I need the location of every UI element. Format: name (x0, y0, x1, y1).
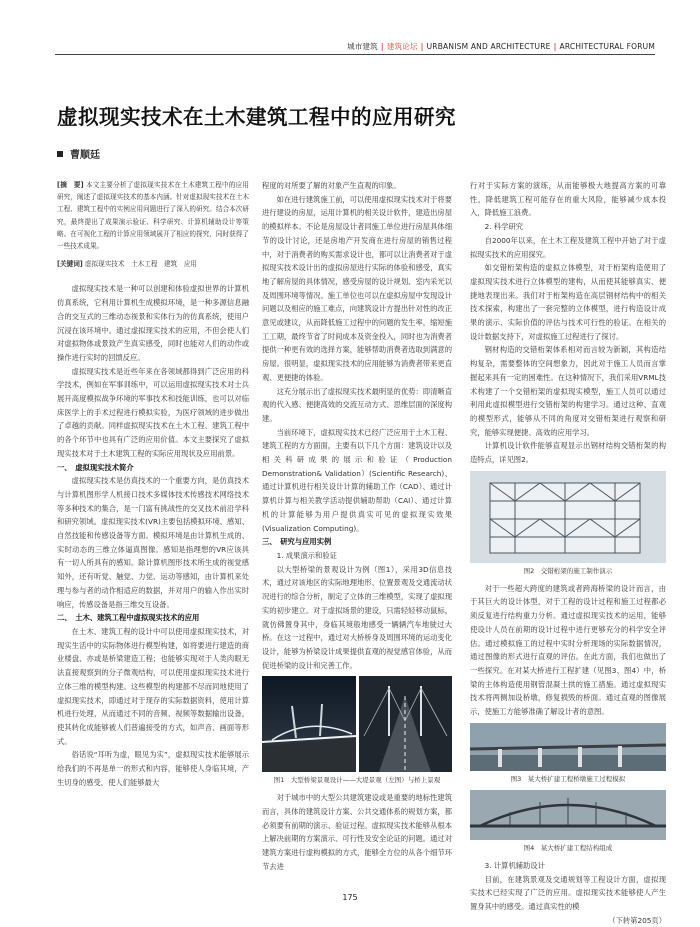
header-separator: | (420, 42, 424, 51)
header-separator: | (553, 42, 557, 51)
bridge-night-view-image (262, 676, 356, 772)
paragraph: 计算机设计软件能够直观显示出钢材结构交错桁架的构造特点，详见图2。 (470, 441, 666, 465)
bridge-deck-view-image (359, 676, 452, 772)
paragraph: 以大型桥梁的景观设计为例（图1），采用3D信息技术，通过对该地区的实际地理地形、位置景观及交通流动状况进行的综合分析，制定了立体的三维模型，实现了虚拟现实的初步建立。对于虚拟场景的建设，只需轻轻移动鼠标，就仿佛置身其中，身临其境般地感受一辆辆汽车地驶过大桥。在这一过程中，通过对大桥桥身及周围环境的运动变化设计，能够为桥梁设计成果提供直观的视觉感官体验，从而促进桥梁的设计和完善工作。 (262, 564, 452, 670)
spacer (57, 270, 249, 282)
figure-1-caption: 图1 大型桥梁景观设计——大堤景观（左图）与桥上景观 (273, 776, 441, 785)
pier-construction-image (470, 723, 666, 771)
paragraph: 自2000年以来，在土木工程及建筑工程中开始了对于虚拟现实技术的应用探究。 (470, 235, 666, 259)
bridge-structure-image (470, 790, 666, 840)
article-title: 虚拟现实技术在土木建筑工程中的应用研究 (57, 105, 456, 129)
page-number: 175 (342, 893, 358, 902)
column-2 (262, 179, 452, 879)
section-heading: 一、 虚拟现实技术简介 (57, 462, 134, 472)
paragraph: 如在进行建筑施工前，可以使用虚拟现实技术对于将要进行建设的房屋，运用计算机的相关设计软件，建造出房屋的模拟样本。不论是房屋设计者同施工单位进行房屋具体细节的设计讨论，还是房地产开发商在进行房屋的销售过程中，对于消费者的购买需求设计也，都可以让消费者对于虚拟现实技术设计出的虚拟房屋进行实际的体验和感受，真实地了解房屋的具体情况，感受房屋的设计规划、室内采光以及周围环境等情况。施工单位也可以在虚拟房屋中发现设计问题以及相应的施工难点，向建筑设计方提出针对性的改正意见或建议，从而降低施工过程中的问题的发生率，缩短施工工期，最终节省了时间成本及资金投入，同时也为消费者提供一种更有效的选择方案，能够帮助消费者选取到满意的房屋。很明显，虚拟现实技术的应用能够为消费者带来更直观、更便捷的体验。 (262, 194, 452, 382)
paragraph: 俗话说“耳听为虚，眼见为实”，虚拟现实技术能够展示给我们的不再是单一的形式和内容，能够使人身临其境，产生切身的感受，使人们能够最大 (57, 750, 249, 787)
staggered-truss-image (470, 471, 666, 563)
figure-1-right-image (359, 676, 452, 772)
paragraph: 当前环境下，虚拟现实技术已经广泛应用于土木工程、建筑工程的方方面面，主要有以下几个方面：建筑设计以及相关科研成果的展示和验证（Production Demonstration& Validation）(Scientific Research)、通过计算机进行相关设计计算的辅助工作（CAD）、通过计算机计算与相关教学活动提供辅助帮助（CAI）、通过计算机的计算能够为用户提供真实可见的虚拟现实效果(Visualization Computing)。 (262, 427, 452, 533)
journal-name-en: URBANISM AND ARCHITECTURE (426, 42, 551, 51)
paragraph: 如交错桁架构造的虚拟立体模型，对于桁架构造使用了虚拟现实技术进行立体模型的建构，从而使其能够真实、便捷地表现出来。我们对于桁架构造在高层钢材结构中的相关技术探索，构建出了一套完整的立体模型，进行构造设计成果的演示、实际价值的评估与技术可行性的验证。在相关的设计数据支持下，对虚拟施工过程进行了探讨。 (470, 263, 666, 341)
column-3 (470, 179, 666, 925)
paragraph: 虚拟现实技术是近些年来在各领域都得到广泛应用的科学技术，例如在军事训练中，可以运用虚拟现实技术对士兵展开高度模拟战争环境的军事技术和技能训练，也可以对临床医学上的手术过程进行模拟实验，为医疗领域的进步做出了卓越的贡献。同样虚拟现实技术在土木工程、建筑工程中的各个环节中也具有广泛的应用价值。本文主要探究了虚拟现实技术对于土木建筑工程的实际应用现状及应用前景。 (57, 366, 249, 458)
figure-1-left-image (262, 676, 356, 772)
author-line (57, 146, 100, 161)
figure-2 (470, 471, 666, 563)
subsection-heading: 1. 成果演示和验证 (276, 550, 337, 560)
section-heading: 三、 研究与应用实例 (262, 537, 332, 547)
author-bullet-icon (57, 151, 63, 157)
paragraph: 程度的对所要了解的对象产生直观的印象。 (262, 181, 401, 190)
paragraph: 目前，在建筑景观及交通规划等工程设计方面，虚拟现实技术已经实现了广泛的应用。虚拟现实技术能够使人产生置身其中的感受。通过真实性的模 (470, 874, 666, 911)
section-heading: 二、 土木、建筑工程中虚拟现实技术的应用 (57, 613, 200, 623)
paragraph: 对于一些超大跨度的建筑或者跨海桥梁的设计而言，由于其巨大的设计体型，对于工程的设计过程和施工过程都必须反复进行结构重力分析。通过虚拟现实技术的运用，能够使设计人员在前期的设计过程中进行更够充分的科学安全评估。通过模拟施工的过程中实时分析现场的实际数据情况，通过图像的形式进行直观的评估。在此方面，我们也做出了一些探究。在对某大桥进行工程扩建（见图3、图4）中，桥梁的主体构造使用钢管混凝土拱的施工措施。通过虚拟现实技术将两侧加设桥墩，修复损毁的桥面。通过直观的图像展示，使施工方能够准确了解设计者的意图。 (470, 583, 666, 717)
figure-1 (262, 676, 452, 772)
journal-header (347, 41, 655, 52)
paragraph: 这充分展示出了虚拟现实技术最明显的优势：即清晰直观的代入感、便捷高效的交流互动方式、思维层面的深度构建。 (262, 386, 452, 423)
column-name-en: ARCHITECTURAL FORUM (559, 42, 655, 51)
subsection-heading: 2. 科学研究 (484, 222, 524, 232)
keywords (57, 258, 249, 270)
abstract-tag: [摘 要] (57, 181, 84, 189)
keywords-text: 虚拟现实技术 土木工程 建筑 应用 (84, 260, 198, 269)
subsection-heading: 3. 计算机辅助设计 (484, 860, 545, 870)
abstract-text: 本文主要分析了虚拟现实技术在土木建筑工程中的应用研究，阐述了虚拟现实技术的基本内涵。针对虚拟现实技术在土木工程、建筑工程中的实例应用问题进行了深入的研究。结合本次研究，最终提出了成果演示验证、科学研究、计算机辅助设计等策略。在可视化工程的计算应用领域展开了相应的探究，同时获得了一些技术成果。 (57, 181, 250, 251)
figure-4 (470, 790, 666, 840)
figure-4-caption: 图4 某大桥扩建工程结构组成 (523, 843, 613, 852)
paragraph: 在土木、建筑工程的设计中可以使用虚拟现实技术，对现实生活中的实际物体进行模型构建，如将要进行建造的商业楼盘、亦或是桥梁建造工程；也能够实现对于人类肉眼无法直接观察到的分子微观结构，可以使用虚拟现实技术进行立体三维的模型构建。这些模型的构建都不尽而同地使用了虚拟现实技术，即通过对于现存的实际数据资料，使用计算机进行处理，从而通过不同的音频、视频等数据输出设备，使其转化成能够被人们普遍接受的方式，如声音、画面等形式。 (57, 627, 249, 746)
column-1 (57, 179, 249, 879)
journal-name-cn: 城市建筑 (347, 42, 378, 51)
figure-2-caption: 图2 交错桁架的施工制作演示 (523, 566, 613, 575)
column-name-cn: 建筑论坛 (386, 42, 418, 51)
abstract (57, 179, 249, 252)
paragraph: 虚拟现实技术是仿真技术的一个重要方向，是仿真技术与计算机图形学人机接口技术多媒体技术传感技术网络技术等多种技术的集合，是一门富有挑战性的交叉技术前沿学科和研究领域。虚拟现实技术(VR)主要包括模拟环境、感知、自然技能和传感设备等方面。模拟环境是由计算机生成的、实时动态的三维立体逼真图像。感知是指理想的VR应该具有一切人所具有的感知。除计算机图形技术所生成的视觉感知外，还有听觉、触觉、力觉、运动等感知，由计算机来处理与参与者的动作相适应的数据，并对用户的输入作出实时响应，传感设备是指三维交互设备。 (57, 476, 249, 609)
figure-3 (470, 723, 666, 771)
paragraph: 对于城市中的大型公共建筑建设或是重要的地标性建筑而言，具体的建筑设计方案、公共交通体系的规划方案，都必须要有前期的演示、验证过程。虚拟现实技术能够从根本上解决前期的方案演示、可行性及安全论证的问题。通过对建筑方案进行虚构模拟的方式，能够全方位的从各个细节环节去进 (262, 793, 452, 871)
author-name: 曹顺廷 (70, 150, 100, 161)
paragraph: 行对于实际方案的演练，从而能够极大地提高方案的可靠性，降低建筑工程可能存在的重大风险，能够减少成本投入，降低施工浪费。 (470, 181, 666, 218)
figure-3-caption: 图3 某大桥扩建工程桥墩施工过程模拟 (510, 774, 626, 783)
header-rule (55, 54, 655, 55)
paragraph: 虚拟现实技术是一种可以创建和体验虚拟世界的计算机仿真系统，它利用计算机生成模拟环境，是一种多源信息融合的交互式的三维动态视景和实体行为的仿真系统，使用户沉浸在该环境中。通过虚拟现实技术的应用，不但会使人们对虚拟物体或景致产生真实感受，同时也能对人们的动作或操作进行实时的回馈反应。 (57, 284, 249, 362)
header-separator: | (380, 42, 384, 51)
continued-note: （下转第205页） (608, 915, 666, 925)
paragraph: 钢材构造的交错桁架体系相对而言较为新颖，其构造结构复杂，需要整体的空间想象力，因此对于施工人员而言掌握起来具有一定的困难性。在这种情况下，我们采用VRML技术构建了一个交错桁架的虚拟现实模型，施工人员可以通过利用此虚拟模型进行交错桁架的构建学习。通过这种、直观的模型形式，能够从不同的角度对交错桁架进行观察和研究，能够实现便捷、高效的应用学习。 (470, 345, 666, 437)
keywords-tag: [关键词] (57, 260, 83, 269)
